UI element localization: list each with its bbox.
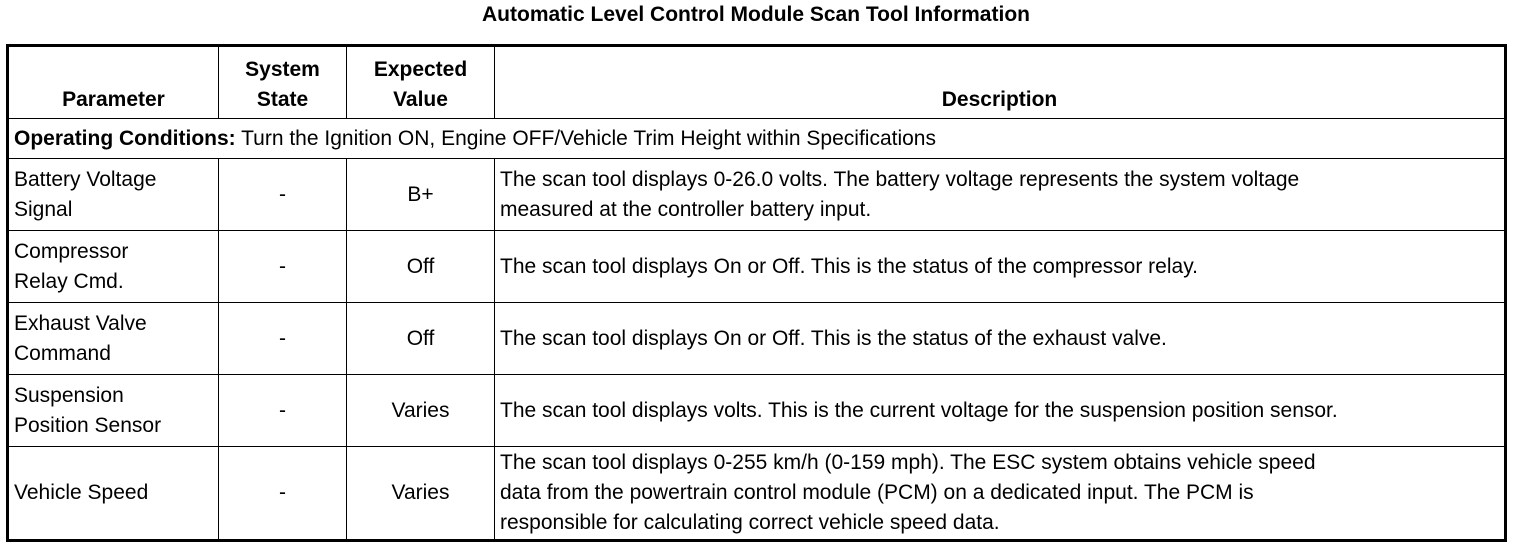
parameter-cell: Battery Voltage Signal [8, 159, 219, 231]
header-system-state: System State [219, 46, 347, 119]
table-row [8, 447, 1506, 541]
operating-conditions-text: Turn the Ignition ON, Engine OFF/Vehicle Trim Height within Specifications [235, 126, 936, 150]
system-state-cell: - [219, 375, 347, 447]
system-state-cell: - [219, 231, 347, 303]
expected-value-cell: Varies [347, 447, 495, 541]
expected-value-cell: Varies [347, 375, 495, 447]
parameter-cell: Compressor Relay Cmd. [8, 231, 219, 303]
description-cell: The scan tool displays 0-255 km/h (0-159 mph). The ESC system obtains vehicle speed data from the powertrain control module (PCM) on a dedicated input. The PCM is responsible for calculating correct vehicle speed data. [495, 447, 1506, 541]
system-state-cell: - [219, 303, 347, 375]
expected-value-cell: B+ [347, 159, 495, 231]
system-state-cell: - [219, 447, 347, 541]
parameter-cell: Vehicle Speed [8, 447, 219, 541]
description-cell: The scan tool displays volts. This is the current voltage for the suspension position sensor. [495, 375, 1506, 447]
description-cell: The scan tool displays On or Off. This is the status of the compressor relay. [495, 231, 1506, 303]
header-description: Description [495, 46, 1506, 119]
operating-conditions-label: Operating Conditions: [14, 126, 236, 150]
operating-conditions-row [8, 119, 1506, 159]
scan-tool-info-table [6, 44, 1507, 542]
expected-value-cell: Off [347, 303, 495, 375]
description-cell: The scan tool displays On or Off. This is the status of the exhaust valve. [495, 303, 1506, 375]
header-parameter: Parameter [8, 46, 219, 119]
parameter-cell: Exhaust Valve Command [8, 303, 219, 375]
table-row [8, 231, 1506, 303]
table-row [8, 303, 1506, 375]
header-expected-value: Expected Value [347, 46, 495, 119]
expected-value-cell: Off [347, 231, 495, 303]
system-state-cell: - [219, 159, 347, 231]
page-title: Automatic Level Control Module Scan Tool Information [482, 3, 1030, 26]
table-header-row [8, 46, 1506, 119]
table-row [8, 159, 1506, 231]
description-cell: The scan tool displays 0-26.0 volts. The battery voltage represents the system voltage measured at the controller battery input. [495, 159, 1506, 231]
operating-conditions [8, 119, 1506, 159]
table-row [8, 375, 1506, 447]
parameter-cell: Suspension Position Sensor [8, 375, 219, 447]
